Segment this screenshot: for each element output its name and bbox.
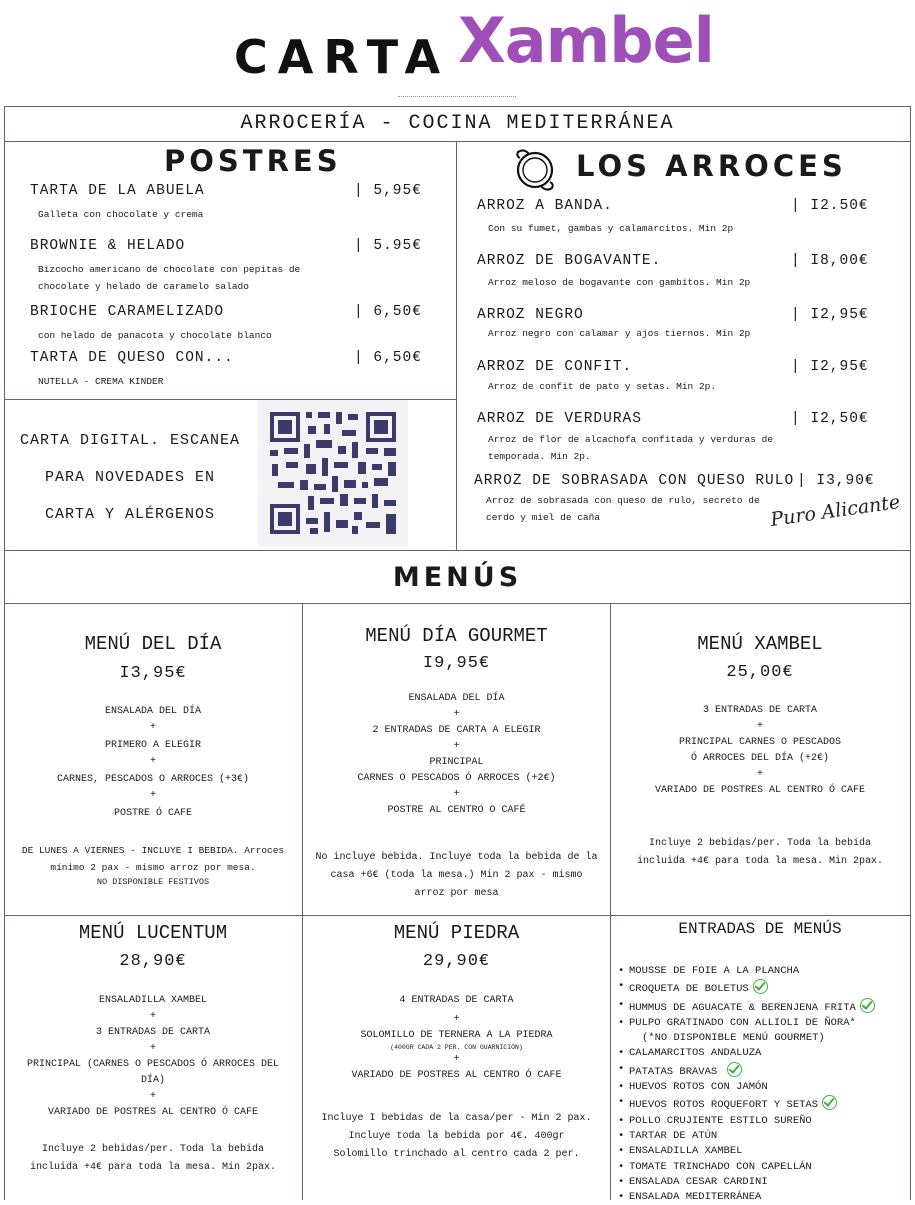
note-line: mínimo 2 pax - mismo arroz por mesa. xyxy=(50,862,256,873)
list-item-label: POLLO CRUJIENTE ESTILO SUREÑO xyxy=(629,1114,812,1127)
arroz-desc: Arroz de flor de alcachofa confitada y verduras de temporada. Min 2p. xyxy=(488,434,774,462)
list-item xyxy=(616,1144,912,1159)
arroz-price: | I2,95€ xyxy=(791,359,869,375)
arroces-title: LOS ARROCES xyxy=(576,149,847,183)
check-icon xyxy=(822,1095,837,1110)
list-item xyxy=(616,1095,912,1113)
menu-dia xyxy=(6,633,300,888)
menu-title: MENÚ DEL DÍA xyxy=(84,633,222,655)
arroz-desc: Arroz de sobrasada con queso de rulo, secreto de cerdo y miel de caña xyxy=(486,495,760,523)
menu-piedra xyxy=(304,922,609,1164)
menu-title: MENÚ PIEDRA xyxy=(393,922,520,944)
menu-line: + xyxy=(149,790,156,801)
menu-courses xyxy=(304,691,609,819)
postre-desc: NUTELLA - CREMA KINDER xyxy=(38,376,164,387)
menu-price: 25,00€ xyxy=(726,663,794,682)
menu-line: + xyxy=(453,789,460,800)
brand-logo: Xambel xyxy=(458,4,714,77)
menu-price: I3,95€ xyxy=(119,664,187,683)
column-divider xyxy=(302,603,303,1200)
signature: Puro Alicante xyxy=(769,491,902,531)
menu-line: PRINCIPAL xyxy=(429,757,484,768)
menu-line: + xyxy=(756,769,763,780)
list-item xyxy=(616,1129,912,1144)
arroz-price: | I2,95€ xyxy=(791,307,869,323)
list-item-label: TOMATE TRINCHADO CON CAPELLÁN xyxy=(629,1160,812,1173)
menu-line: (400GR CADA 2 PER. CON GUARNICIÓN) xyxy=(390,1044,523,1051)
menu-line: + xyxy=(149,1091,156,1102)
menu-lucentum xyxy=(6,922,300,1177)
arroz-name: ARROZ NEGRO xyxy=(477,307,584,323)
list-item-label: HUEVOS ROTOS CON JAMÓN xyxy=(629,1081,768,1094)
menu-price: 29,90€ xyxy=(422,952,491,971)
postre-price: | 6,50€ xyxy=(354,304,422,320)
menu-line: PRIMERO A ELEGIR xyxy=(104,740,201,751)
list-item xyxy=(616,1046,912,1061)
menu-line: + xyxy=(149,1043,156,1054)
postre-price: | 6,50€ xyxy=(354,350,422,366)
list-item xyxy=(616,1175,912,1190)
menu-line: Ó ARROCES DEL DÍA (+2€) xyxy=(690,753,830,764)
menu-line: CARNES O PESCADOS Ó ARROCES (+2€) xyxy=(357,773,556,784)
menu-line: + xyxy=(453,1014,460,1025)
menu-line: 3 ENTRADAS DE CARTA xyxy=(95,1027,211,1038)
menu-courses xyxy=(612,703,908,799)
divider xyxy=(4,141,910,142)
menu-line: VARIADO DE POSTRES AL CENTRO Ó CAFE xyxy=(351,1070,562,1081)
note-line: Incluye 2 bebidas/per. Toda la bebida xyxy=(41,1144,265,1155)
subtitle: ARROCERÍA - COCINA MEDITERRÁNEA xyxy=(240,112,675,135)
note-line: Incluye I bebidas de la casa/per - Min 2 pax. xyxy=(321,1113,592,1124)
menu-line: + xyxy=(453,741,460,752)
rice-pan-icon xyxy=(512,146,560,197)
list-item-label: PULPO GRATINADO CON ALLIOLI DE ÑORA* xyxy=(629,1016,856,1029)
note-line: No incluye bebida. Incluye toda la bebida de la xyxy=(315,852,598,863)
menu-line: 2 ENTRADAS DE CARTA A ELEGIR xyxy=(372,725,541,736)
menu-title: MENÚ LUCENTUM xyxy=(78,922,228,944)
postre-name: TARTA DE QUESO CON... xyxy=(30,350,234,366)
list-item-label: ENSALADILLA XAMBEL xyxy=(629,1145,743,1158)
menu-note xyxy=(6,842,300,888)
list-item-label: (*NO DISPONIBLE MENÚ GOURMET) xyxy=(642,1032,825,1045)
divider xyxy=(4,915,910,916)
divider xyxy=(4,603,910,604)
arroz-name: ARROZ DE SOBRASADA CON QUESO RULO xyxy=(474,473,795,489)
menu-price: I9,95€ xyxy=(422,654,491,673)
postre-name: TARTA DE LA ABUELA xyxy=(30,183,205,199)
title-carta: CARTA xyxy=(234,30,451,84)
entradas-list xyxy=(616,964,912,1205)
list-item xyxy=(616,1160,912,1175)
menu-line: 3 ENTRADAS DE CARTA xyxy=(702,705,818,716)
menus-title: MENÚS xyxy=(392,562,523,593)
arroz-name: ARROZ DE BOGAVANTE. xyxy=(477,253,662,269)
menu-line: PRINCIPAL CARNES O PESCADOS xyxy=(678,737,842,748)
menu-line: VARIADO DE POSTRES AL CENTRO Ó CAFE xyxy=(47,1107,259,1118)
check-icon xyxy=(860,998,875,1013)
list-item xyxy=(616,998,912,1016)
postre-price: | 5.95€ xyxy=(354,238,422,254)
menu-line: ENSALADA DEL DÍA xyxy=(104,706,201,717)
note-line: Incluye toda la bebida por 4€. 400gr xyxy=(348,1131,565,1142)
column-divider xyxy=(456,141,457,550)
list-item-label: ENSALADA MEDITERRÁNEA xyxy=(629,1191,762,1204)
list-item xyxy=(616,1190,912,1205)
list-item xyxy=(616,1080,912,1095)
postre-name: BRIOCHE CARAMELIZADO xyxy=(30,304,225,320)
qr-code-icon xyxy=(258,400,408,546)
check-icon xyxy=(753,979,768,994)
list-item xyxy=(616,1114,912,1129)
arroz-name: ARROZ DE VERDURAS xyxy=(477,411,642,427)
list-item-label: HUEVOS ROTOS ROQUEFORT Y SETAS xyxy=(629,1099,819,1112)
qr-code[interactable] xyxy=(258,400,408,546)
menu-courses xyxy=(304,993,609,1084)
postre-desc: con helado de panacota y chocolate blanco xyxy=(38,330,272,341)
qr-line: PARA NOVEDADES EN xyxy=(44,469,216,486)
list-item-label: TARTAR DE ATÚN xyxy=(629,1129,718,1142)
note-line: incluida +4€ para toda la mesa. Min 2pax. xyxy=(636,856,884,867)
menu-line: + xyxy=(149,1011,156,1022)
list-item-label: CROQUETA DE BOLETUS xyxy=(629,983,749,996)
arroz-name: ARROZ DE CONFIT. xyxy=(477,359,633,375)
arroz-desc: Arroz de confit de pato y setas. Min 2p. xyxy=(488,381,717,392)
list-item xyxy=(616,964,912,979)
menu-xambel xyxy=(612,633,908,871)
menu-line: PRINCIPAL (CARNES O PESCADOS Ó ARROCES DEL xyxy=(26,1059,280,1070)
note-line: NO DISPONIBLE FESTIVOS xyxy=(96,877,210,887)
postre-price: | 5,95€ xyxy=(354,183,422,199)
menu-line: POSTRE Ó CAFE xyxy=(113,808,192,819)
menu-gourmet xyxy=(304,625,609,903)
menu-courses xyxy=(6,704,300,822)
postres-title: POSTRES xyxy=(164,144,342,178)
menu-line: CARNES, PESCADOS O ARROCES (+3€) xyxy=(56,774,250,785)
menu-line: ENSALADA DEL DÍA xyxy=(408,693,505,704)
menu-line: SOLOMILLO DE TERNERA A LA PIEDRA xyxy=(360,1030,553,1041)
list-item xyxy=(616,1062,912,1080)
menu-line: VARIADO DE POSTRES AL CENTRO Ó CAFE xyxy=(654,785,866,796)
arroz-desc: Arroz negro con calamar y ajos tiernos. Min 2p xyxy=(488,328,751,339)
postre-name: BROWNIE & HELADO xyxy=(30,238,186,254)
menu-line: ENSALADILLA XAMBEL xyxy=(98,995,208,1006)
menu-line: + xyxy=(453,709,460,720)
list-item-label: CALAMARCITOS ANDALUZA xyxy=(629,1047,762,1060)
arroz-price: | I8,00€ xyxy=(791,253,869,269)
qr-line: CARTA DIGITAL. ESCANEA xyxy=(19,432,241,449)
divider xyxy=(4,106,910,107)
arroz-price: | I2,50€ xyxy=(791,411,869,427)
menu-title: MENÚ DÍA GOURMET xyxy=(365,625,548,647)
menu-note xyxy=(304,849,609,903)
check-icon xyxy=(727,1062,742,1077)
menu-note xyxy=(6,1141,300,1177)
menu-price: 28,90€ xyxy=(119,952,187,971)
arroz-price: | I3,90€ xyxy=(797,473,875,489)
divider xyxy=(398,96,516,97)
note-line: Incluye 2 bebidas/per. Toda la bebida xyxy=(648,838,872,849)
arroz-price: | I2.50€ xyxy=(791,198,869,214)
postre-desc: Bizcocho americano de chocolate con pepitas de chocolate y helado de caramelo salado xyxy=(38,264,301,292)
note-line: arroz por mesa xyxy=(414,888,499,899)
menu-note xyxy=(304,1110,609,1164)
list-item-label: MOUSSE DE FOIE A LA PLANCHA xyxy=(629,965,800,977)
list-item-label: ENSALADA CESAR CARDINI xyxy=(629,1175,768,1188)
list-item-label: PATATAS BRAVAS xyxy=(629,1065,718,1078)
menu-courses xyxy=(6,993,300,1121)
list-item-label: HUMMUS DE AGUACATE & BERENJENA FRITA xyxy=(629,1001,856,1014)
note-line: Solomillo trinchado al centro cada 2 per. xyxy=(333,1149,580,1160)
qr-caption xyxy=(14,422,246,533)
menu-line: POSTRE AL CENTRO O CAFÉ xyxy=(387,805,526,816)
menu-line: 4 ENTRADAS DE CARTA xyxy=(399,995,514,1006)
column-divider xyxy=(610,603,611,1200)
menu-note xyxy=(612,835,908,871)
frame-left xyxy=(4,106,5,1200)
entradas-title: ENTRADAS DE MENÚS xyxy=(678,920,842,938)
divider xyxy=(4,550,910,551)
menu-line: + xyxy=(453,1054,460,1065)
note-line: DE LUNES A VIERNES - INCLUYE I BEBIDA. Arroces xyxy=(21,845,285,856)
menu-line: + xyxy=(756,721,763,732)
menu-line: DÍA) xyxy=(140,1075,165,1086)
list-item xyxy=(616,1016,912,1031)
qr-line: CARTA Y ALÉRGENOS xyxy=(44,506,216,523)
menu-line: + xyxy=(149,756,156,767)
note-line: casa +6€ (toda la mesa.) Min 2 pax - mismo xyxy=(330,870,583,881)
menu-line: + xyxy=(149,722,156,733)
arroz-name: ARROZ A BANDA. xyxy=(477,198,613,214)
list-item xyxy=(616,979,912,997)
note-line: incluida +4€ para toda la mesa. Min 2pax. xyxy=(29,1162,277,1173)
arroz-desc: Arroz meloso de bogavante con gambitos. Min 2p xyxy=(488,277,751,288)
menu-title: MENÚ XAMBEL xyxy=(697,633,823,655)
list-item xyxy=(616,1031,912,1046)
arroz-desc: Con su fumet, gambas y calamarcitos. Min 2p xyxy=(488,223,734,234)
postre-desc: Galleta con chocolate y crema xyxy=(38,209,204,220)
